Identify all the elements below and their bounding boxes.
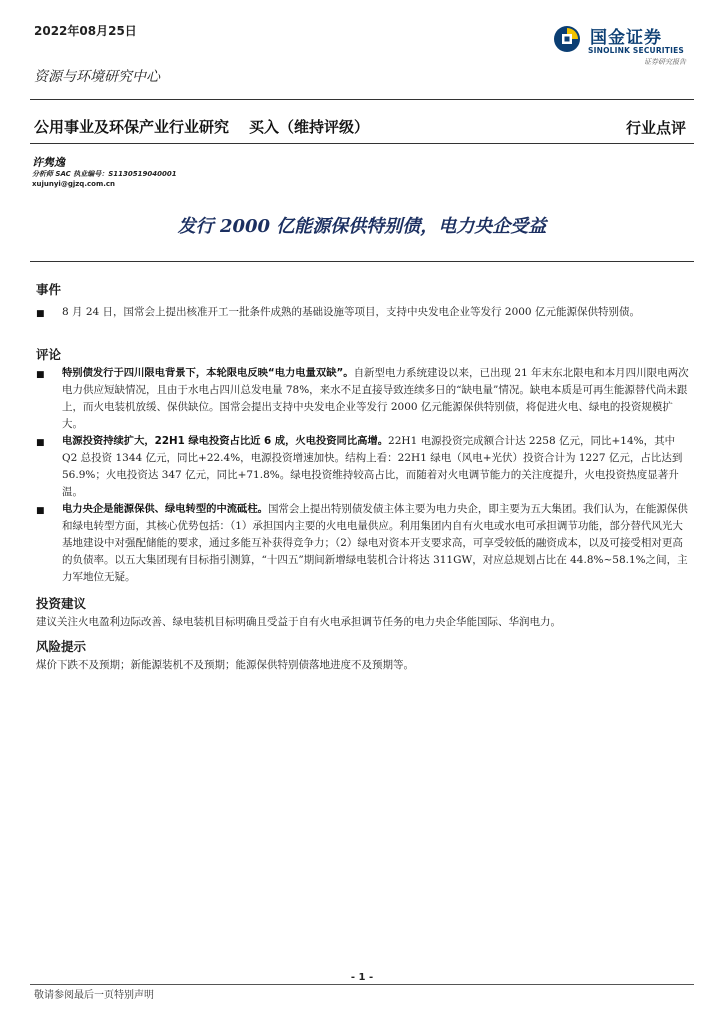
header-divider [30,99,694,100]
comment-1-lead: 特别债发行于四川限电背景下，本轮限电反映“电力电量双缺”。 [62,367,354,379]
sector-name: 公用事业及环保产业行业研究 [34,118,230,136]
comment-paragraph-3 [62,501,690,586]
rating: 买入（维持评级） [249,118,370,136]
bullet-icon: ■ [36,309,45,319]
report-kind: 行业点评 [625,119,686,137]
bullet-icon: ■ [36,438,45,448]
report-title: 发行 2000 亿能源保供特别债，电力央企受益 [177,216,547,237]
bullet-icon: ■ [36,370,45,380]
footer-divider [30,984,694,985]
research-center: 资源与环境研究中心 [34,69,160,85]
report-type: 证券研究报告 [644,58,686,66]
section-heading-risk: 风险提示 [36,639,87,654]
comment-3-text: 国常会上提出特别债发债主体主要为电力央企，即主要为五大集团。我们认为，在能源保供和绿电转型方面，其核心优势包括：（1）承担国内主要的火电电量供应。利用集团内自有火电或水电可承担调节功能，部分替代风光大基地建设中对强配储能的要求，通过多能互补获得竞争力；（2）绿电对资本开支要求高，可享受较低的融资成本，以及可接受相对更高的负债率。以五大集团现有目标指引测算，“十四五”期间新增绿电装机合计将达 311GW，对应总规划占比在 44.8%~58.1%之间，主力军地位无疑。 [62,503,688,583]
footer-disclaimer: 敬请参阅最后一页特别声明 [34,990,154,1001]
event-paragraph: 8 月 24 日，国常会上提出核准开工一批条件成熟的基础设施等项目，支持中央发电企业等发行 2000 亿元能源保供特别债。 [62,306,640,318]
author-name: 许隽逸 [32,156,65,169]
comment-2-text: 22H1 电源投资完成额合计达 2258 亿元，同比+14%，其中 Q2 总投资 1344 亿元，同比+22.4%，电源投资增速加快。结构上看：22H1 绿电（风电+光伏）投资合计为 1227 亿元，占比达到 56.9%；火电投资达 347 亿元，同比+71.8%。绿电投资维持较高占比，而随着对火电调节能力的关注度提升，火电投资热度显著升温。 [62,435,683,498]
comment-3-lead: 电力央企是能源保供、绿电转型的中流砥柱。 [62,503,268,515]
author-sac-number: 分析师 SAC 执业编号：S1130519040001 [32,170,177,178]
section-heading-comment: 评论 [36,347,62,362]
industry-line [34,116,389,137]
logo-english-name: SINOLINK SECURITIES [588,46,685,55]
comment-paragraph-2 [62,433,690,501]
author-email[interactable]: xujunyi@gjzq.com.cn [32,180,116,188]
industry-divider [30,143,694,144]
comment-paragraph-1 [62,365,690,433]
comment-2-lead: 电源投资持续扩大，22H1 绿电投资占比近 6 成，火电投资同比高增。 [62,435,389,447]
logo-chinese-name: 国金证券 [590,28,662,48]
title-divider [30,261,694,262]
bullet-icon: ■ [36,506,45,516]
section-heading-event: 事件 [36,282,62,297]
page-number: - 1 - [350,972,374,983]
suggestion-paragraph: 建议关注火电盈利边际改善、绿电装机目标明确且受益于自有火电承担调节任务的电力央企华能国际、华润电力。 [36,616,561,628]
comment-1-text: 自新型电力系统建设以来，已出现 21 年末东北限电和本月四川限电两次电力供应短缺情况，且由于水电占四川总发电量 78%，来水不足直接导致连续多日的“缺电量”情况。缺电本质是可再生能源替代尚未跟上，而火电装机放缓、保供缺位。国常会提出支持中央发电企业等发行 2000 亿元能源保供特别债，将促进火电、绿电的投资规模扩大。 [62,367,689,430]
section-heading-suggestion: 投资建议 [36,596,87,611]
risk-paragraph: 煤价下跌不及预期；新能源装机不及预期；能源保供特别债落地进度不及预期等。 [36,659,414,671]
sinolink-logo-icon [552,24,582,54]
report-date: 2022年08月25日 [34,24,137,38]
